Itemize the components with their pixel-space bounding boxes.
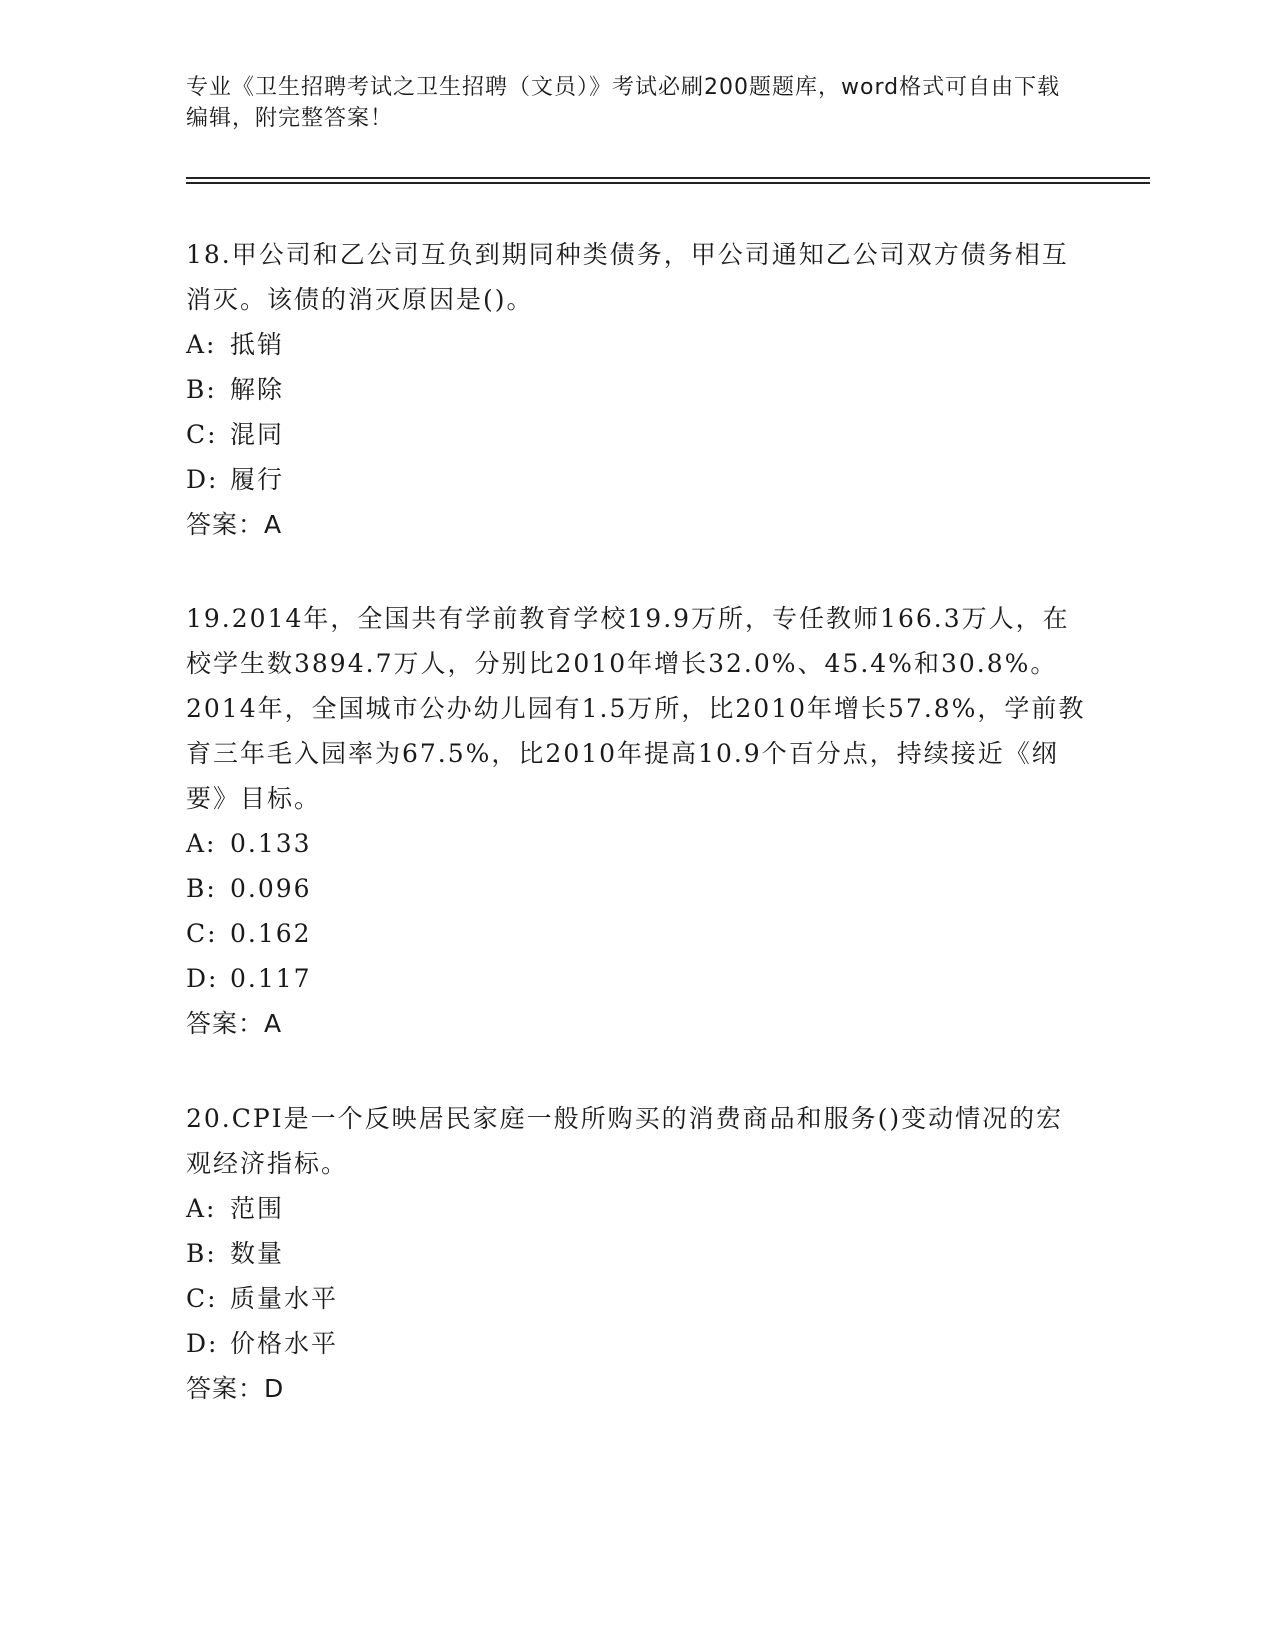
option-text: 质量水平 — [230, 1284, 339, 1313]
answer: 答案：D — [186, 1374, 285, 1403]
option-b — [186, 1231, 1086, 1276]
option-text: 混同 — [230, 420, 285, 449]
option-label: B: — [186, 375, 217, 404]
option-text: 0.162 — [230, 919, 312, 948]
option-text: 0.096 — [230, 874, 312, 903]
answer: 答案：A — [186, 1009, 283, 1038]
option-a — [186, 1186, 1086, 1231]
option-b — [186, 866, 1086, 911]
option-label: A: — [186, 330, 217, 359]
option-text: 0.117 — [230, 964, 312, 993]
option-label: C: — [186, 919, 218, 948]
option-d — [186, 457, 1086, 502]
option-c — [186, 1276, 1086, 1321]
question-20 — [186, 1096, 1086, 1411]
option-label: C: — [186, 1284, 218, 1313]
option-a — [186, 821, 1086, 866]
option-label: C: — [186, 420, 218, 449]
option-label: D: — [186, 964, 219, 993]
option-c — [186, 911, 1086, 956]
header-divider-top — [186, 177, 1150, 179]
document-header: 专业《卫生招聘考试之卫生招聘（文员）》考试必刷200题题库，word格式可自由下载编辑，附完整答案！ — [186, 75, 1061, 131]
option-a — [186, 322, 1086, 367]
option-text: 范围 — [230, 1194, 285, 1223]
option-text: 抵销 — [230, 330, 285, 359]
option-c — [186, 412, 1086, 457]
answer: 答案：A — [186, 510, 283, 539]
option-text: 价格水平 — [230, 1329, 339, 1358]
question-stem: 19.2014年，全国共有学前教育学校19.9万所，专任教师166.3万人，在校学生数3894.7万人，分别比2010年增长32.0%、45.4%和30.8%。2014年，全国城市公办幼儿园有1.5万所，比2010年增长57.8%，学前教育三年毛入园率为67.5%，比2010年提高10.9个百分点，持续接近《纲要》目标。 — [186, 604, 1086, 813]
option-text: 0.133 — [230, 829, 312, 858]
option-label: B: — [186, 1239, 217, 1268]
option-label: B: — [186, 874, 217, 903]
option-text: 解除 — [230, 375, 285, 404]
option-d — [186, 956, 1086, 1001]
question-stem: 20.CPI是一个反映居民家庭一般所购买的消费商品和服务()变动情况的宏观经济指标。 — [186, 1104, 1064, 1178]
option-d — [186, 1321, 1086, 1366]
option-label: A: — [186, 1194, 217, 1223]
question-18 — [186, 232, 1086, 547]
option-text: 履行 — [230, 465, 285, 494]
option-label: D: — [186, 465, 219, 494]
option-b — [186, 367, 1086, 412]
header-divider-bottom — [186, 182, 1150, 184]
option-text: 数量 — [230, 1239, 285, 1268]
question-19 — [186, 596, 1086, 1046]
option-label: A: — [186, 829, 217, 858]
option-label: D: — [186, 1329, 219, 1358]
question-stem: 18.甲公司和乙公司互负到期同种类债务，甲公司通知乙公司双方债务相互消灭。该债的消灭原因是()。 — [186, 240, 1069, 314]
